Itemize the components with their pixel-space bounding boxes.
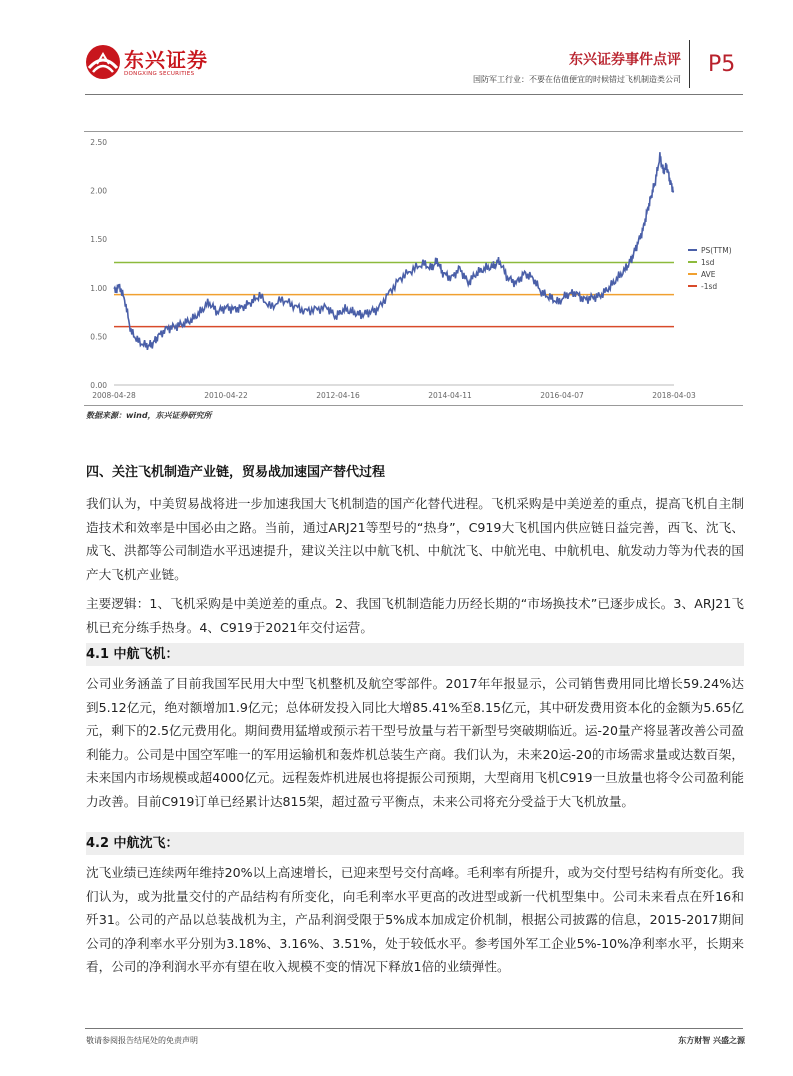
section-heading: 四、关注飞机制造产业链，贸易战加速国产替代过程: [86, 465, 386, 480]
legend-item-plus-1sd: 1sd: [701, 258, 715, 267]
logo-emblem-icon: [83, 42, 123, 82]
y-tick-label: 1.50: [90, 235, 107, 245]
chart-canvas: [84, 132, 743, 405]
header-rule: [85, 94, 743, 95]
footer-rule: [85, 1028, 743, 1029]
y-tick-label: 0.00: [90, 381, 107, 390]
y-tick-label: 2.00: [90, 186, 107, 196]
y-tick-label: 2.50: [90, 138, 107, 147]
x-tick-label: 2016-04-07: [540, 391, 584, 400]
legend-item-minus-1sd: -1sd: [701, 282, 718, 291]
chart-legend: [688, 246, 732, 291]
report-subtitle: 国防军工行业：不要在估值便宜的时候错过飞机制造类公司: [473, 75, 681, 84]
logo-english-name: DONGXING SECURITIES: [124, 71, 195, 77]
x-tick-label: 2018-04-03: [652, 391, 696, 400]
paragraph-intro: 我们认为，中美贸易战将进一步加速我国大飞机制造的国产化替代进程。飞机采购是中美逆差的重点，提高飞机自主制造技术和效率是中国必由之路。当前，通过ARJ21等型号的“热身”，C919大飞机国内供应链日益完善，西飞、沈飞、成飞、洪都等公司制造水平迅速提升，建议关注以中航飞机、中航沈飞、中航光电、中航机电、航发动力等为代表的国产大飞机产业链。: [86, 496, 744, 582]
ps-ttm-chart: [84, 131, 743, 406]
x-tick-label: 2010-04-22: [204, 391, 248, 400]
footer-slogan: 东方财智 兴盛之源: [678, 1036, 745, 1045]
subheading-avic-aircraft: 4.1 中航飞机：: [86, 643, 744, 666]
legend-item-ps-ttm: PS(TTM): [701, 246, 732, 255]
paragraph-logic: 主要逻辑：1、飞机采购是中美逆差的重点。2、我国飞机制造能力历经长期的“市场换技术”已逐步成长。3、ARJ21飞机已充分练手热身。4、C919于2021年交付运营。: [86, 596, 744, 635]
subheading-avic-shenyang: 4.2 中航沈飞：: [86, 832, 744, 855]
report-type-title: 东兴证券事件点评: [569, 52, 681, 68]
x-tick-label: 2012-04-16: [316, 391, 360, 400]
logo-chinese-name: 东兴证券: [124, 48, 208, 72]
source-note: 数据来源：wind，东兴证券研究所: [86, 411, 212, 420]
disclaimer-note: 敬请参阅报告结尾处的免责声明: [86, 1036, 198, 1045]
legend-item-ave: AVE: [701, 270, 716, 279]
y-tick-label: 0.50: [90, 332, 107, 342]
x-tick-label: 2008-04-28: [92, 391, 136, 400]
paragraph-avic-shenyang: 沈飞业绩已连续两年维持20%以上高速增长，已迎来型号交付高峰。毛利率有所提升，或为交付型号结构有所变化。我们认为，或为批量交付的产品结构有所变化，向毛利率水平更高的改进型或新一代机型集中。公司未来看点在歼16和歼31。公司的产品以总装战机为主，产品利润受限于5%成本加成定价机制，根据公司披露的信息，2015-2017期间公司的净利率水平分别为3.18%、3.16%、3.51%，处于较低水平。参考国外军工企业5%-10%净利率水平，长期来看，公司的净利润水平亦有望在收入规模不变的情况下释放1倍的业绩弹性。: [86, 865, 744, 975]
page-number: P5: [708, 52, 736, 77]
x-tick-label: 2014-04-11: [428, 391, 472, 400]
ps-ttm-series-line: [114, 152, 673, 350]
y-tick-label: 1.00: [90, 283, 107, 293]
header-divider: [689, 40, 690, 88]
paragraph-avic-aircraft: 公司业务涵盖了目前我国军民用大中型飞机整机及航空零部件。2017年年报显示，公司销售费用同比增长59.24%达到5.12亿元，绝对额增加1.9亿元；总体研发投入同比大增85.41%至8.15亿元，其中研发费用资本化的金额为5.65亿元，剩下的2.5亿元费用化。期间费用猛增或预示若干型号放量与若干新型号突破期临近。运-20量产将显著改善公司盈利能力。公司是中国空军唯一的军用运输机和轰炸机总装生产商。我们认为，未来20运-20的市场需求量或达数百架，未来国内市场规模或超4000亿元。远程轰炸机进展也将提振公司预期，大型商用飞机C919一旦放量也将令公司盈利能力改善。目前C919订单已经累计达815架，超过盈亏平衡点，未来公司将充分受益于大飞机放量。: [86, 676, 744, 809]
